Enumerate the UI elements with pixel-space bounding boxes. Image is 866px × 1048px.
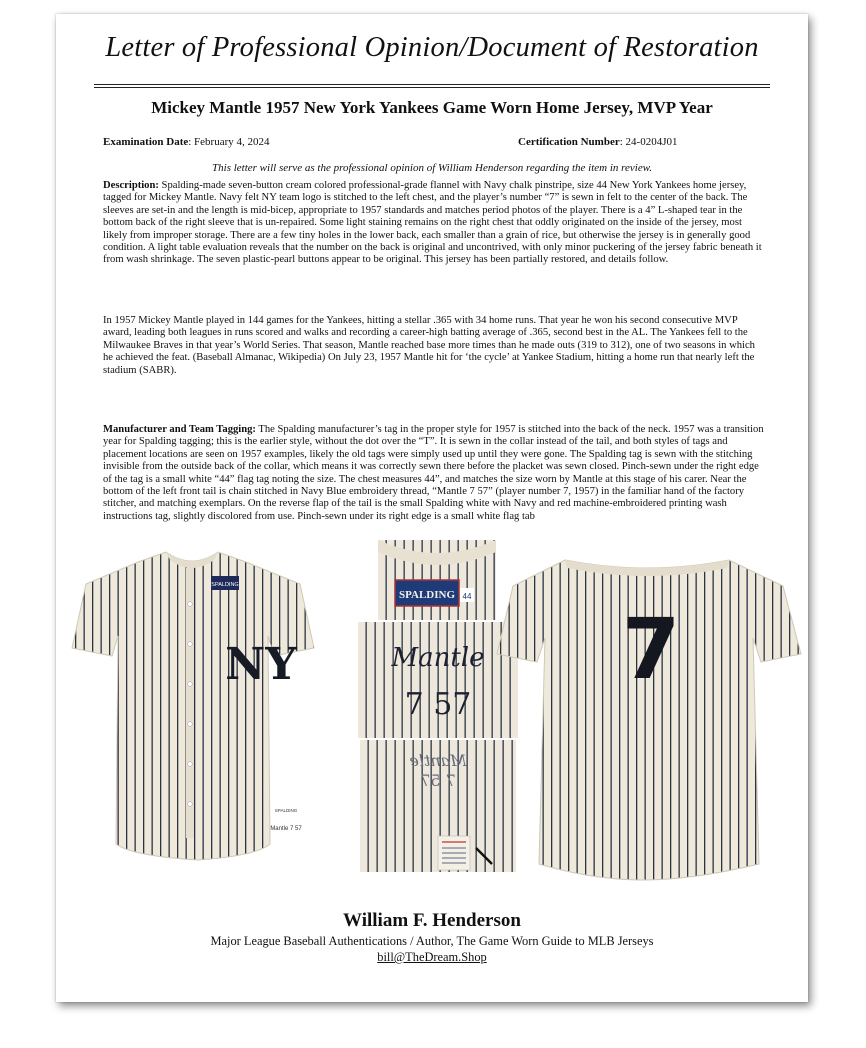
intro-statement: This letter will serve as the professional opinion of William Henderson regarding the item in review. [212,162,652,174]
signature-credentials: Major League Baseball Authentications / Author, The Game Worn Guide to MLB Jerseys [210,934,654,948]
letter-sheet [56,14,808,1002]
closeup-name: Mantle [391,643,485,673]
back-number: 7 [621,600,681,698]
tagging-label: Manufacturer and Team Tagging: [103,424,256,435]
description-paragraph [103,180,765,267]
certification-value: : 24-0204J01 [619,136,678,148]
description-label: Description: [103,180,159,191]
spalding-tag-text: SPALDING [398,589,456,601]
reverse-number: 7 57 [420,771,456,790]
title-rule-bottom [94,87,770,88]
ny-logo: NY [225,639,297,690]
description-text: Spalding-made seven-button cream colored professional-grade flannel with Navy chalk pinstripe, size 44 New York Yankees home jersey, tagged for Mickey Mantle. Navy felt NY team logo is stitched to the left chest, and the player’s number “7” is sewn in felt to the center of the back. The sleeves are set-in and the length is mid-bicep, appropriate to 1957 standards and matches period photos of the player. There is a 4” L-shaped tear in the bottom back of the right sleeve that is un-repaired. Some light staining remains on the right chest that oddly originated on the inside of the jersey, most likely from improper storage. There are a few tiny holes in the lower back, each smaller than a grain of rice, but otherwise the jersey is in generally good condition. A light table evaluation reveals that the number on the back is original and uncontrived, with only minor puckering of the jersey fabric beneath it from wash shrinkage. The seven plastic-pearl buttons appear to be original. This jersey has been partially restored, and details follow. [103,180,762,266]
reverse-name: Mantle [409,751,467,770]
tagging-paragraph [103,424,765,523]
certification-label: Certification Number [518,136,620,148]
front-tail-stitch: Mantle 7 57 [270,826,302,832]
size-flag-text: 44 [462,592,472,601]
history-paragraph: In 1957 Mickey Mantle played in 144 games for the Yankees, hitting a stellar .365 with 34 home runs. That year he won his second consecutive MVP award, leading both leagues in runs scored and walks and recording a career-high batting average of .365, second best in the AL. The Yankees fell to the Milwaukee Braves in that year’s World Series. That season, Mantle reached base more times than he made outs (319 to 312), one of two seasons in which he achieved the feat. (Baseball Almanac, Wikipedia) On July 23, 1957 Mantle hit for ‘the cycle’ at Yankee Stadium, hitting a home run that nearly left the stadium (SABR). [103,315,755,376]
examination-value: : February 4, 2024 [188,136,270,148]
examination-label: Examination Date [103,136,189,148]
title-rule-top [94,84,770,85]
signature-email-link[interactable]: bill@TheDream.Shop [377,950,487,964]
collar-tag-text: SPALDING [211,582,239,588]
closeup-number: 7 57 [404,687,472,722]
collar-tag-closeup [378,540,496,620]
signature-name: William F. Henderson [343,910,521,931]
front-tail-tag: SPALDING [274,808,298,813]
certification-number [518,136,677,148]
jersey-front-photo [68,544,316,884]
document-title: Letter of Professional Opinion/Document of Restoration [105,32,759,63]
tagging-text: The Spalding manufacturer’s tag in the proper style for 1957 is stitched into the back of the neck. 1957 was a transition year for Spalding tagging; this is the earlier style, without the dot over the “T”. It is sewn in the collar instead of the tail, and both styles of tags and placement locations are seen on 1957 examples, likely the old tags were simply used up until they were gone. The Spalding tag is sewn with the stitching invisible from the outside back of the collar, which means it was correctly sewn there before the placket was sewn closed. Pinch-sewn under the right edge of the tag is a small white “44” flag tag noting the size. The chest measures 44”, and matches the size worn by Mantle at this stage of his carer. Near the bottom of the left front tail is chain stitched in Navy Blue embroidery thread, “Mantle 7 57” (player number 7, 1957) in the familiar hand of the factory stitcher, and matching exemplars. On the reverse flap of the tail is the small Spalding white with Navy and red machine-embroidered printing wash instructions tag, slightly discolored from use. Pinch-sewn under its right edge is a small white flag tab [103,424,764,522]
jersey-back-photo [493,546,803,884]
document-subtitle: Mickey Mantle 1957 New York Yankees Game Worn Home Jersey, MVP Year [151,98,713,117]
examination-date [103,136,270,148]
